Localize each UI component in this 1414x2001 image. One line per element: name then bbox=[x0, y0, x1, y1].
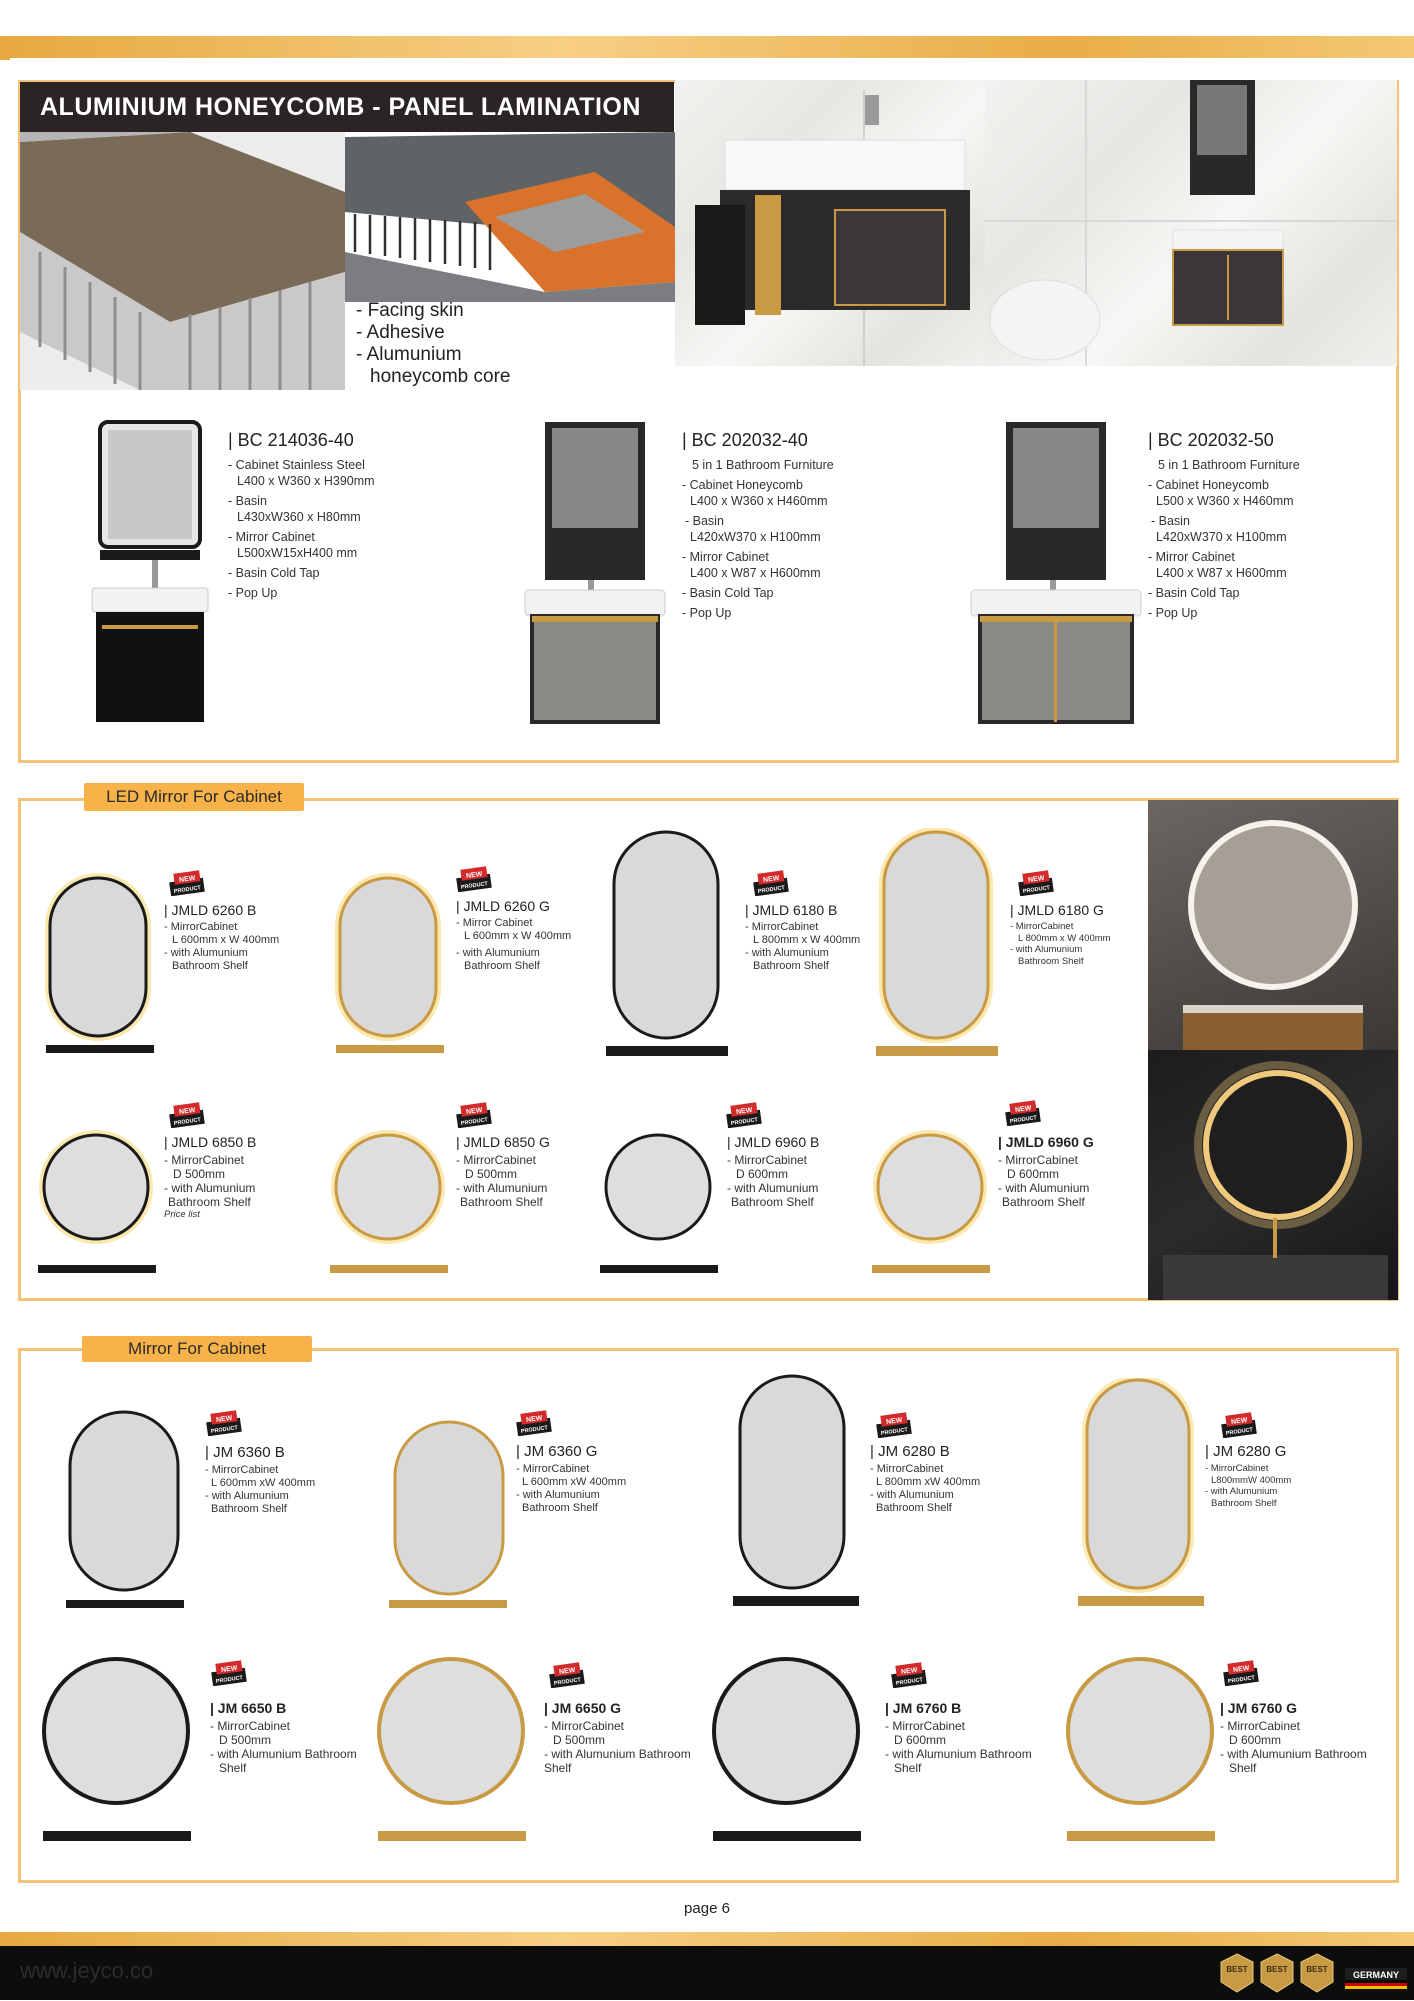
badge-product-text: PRODUCT bbox=[173, 1117, 202, 1127]
badge-new-text: NEW bbox=[215, 1414, 233, 1425]
led-mirror-image-7 bbox=[598, 1125, 723, 1275]
footer-award-seals bbox=[1215, 1950, 1410, 1996]
badge-new-text: NEW bbox=[178, 1106, 196, 1117]
spec-line: - Basin bbox=[228, 494, 267, 508]
led-spec-7 bbox=[727, 1134, 819, 1209]
badge-product-text: PRODUCT bbox=[1227, 1675, 1256, 1685]
seal-text: BEST bbox=[1306, 1965, 1328, 1974]
mirror-sku: | JM 6360 B bbox=[205, 1444, 285, 1461]
mirror-sku: | JM 6650 G bbox=[544, 1700, 622, 1716]
spec-line: D 600mm bbox=[1229, 1733, 1282, 1747]
spec-line: - MirrorCabinet bbox=[727, 1153, 808, 1167]
mirror-spec-7 bbox=[885, 1700, 1032, 1775]
top-gold-band bbox=[0, 36, 1414, 58]
spec-line: Bathroom Shelf bbox=[211, 1503, 287, 1515]
spec-line: - with Alumunium bbox=[1010, 944, 1083, 955]
badge-new-text: NEW bbox=[525, 1414, 543, 1425]
spec-line: L420xW370 x H100mm bbox=[690, 530, 821, 544]
spec-line: 5 in 1 Bathroom Furniture bbox=[1158, 458, 1300, 472]
cabinet-sku-1: | BC 214036-40 bbox=[228, 430, 354, 450]
spec-line: L 800mm xW 400mm bbox=[876, 1476, 981, 1488]
spec-line: - with Alumunium Bathroom bbox=[544, 1747, 691, 1761]
seal-text: BEST bbox=[1226, 1965, 1248, 1974]
mirror-sku: | JM 6280 G bbox=[1205, 1443, 1287, 1460]
mirror-image-7 bbox=[710, 1655, 865, 1845]
badge-product-text: PRODUCT bbox=[1009, 1115, 1038, 1125]
badge-product-text: PRODUCT bbox=[173, 885, 202, 895]
top-gold-thin bbox=[0, 57, 10, 60]
badge-product-text: PRODUCT bbox=[215, 1675, 244, 1685]
mirror-image-6 bbox=[375, 1655, 530, 1845]
new-product-badge-icon bbox=[890, 1662, 928, 1688]
badge-new-text: NEW bbox=[178, 874, 196, 885]
badge-new-text: NEW bbox=[1230, 1416, 1248, 1427]
led-sku: | JMLD 6960 G bbox=[998, 1134, 1094, 1150]
spec-line: - MirrorCabinet bbox=[870, 1463, 944, 1475]
vanity-wall-photo bbox=[985, 80, 1397, 366]
badge-product-text: PRODUCT bbox=[895, 1677, 924, 1687]
spec-line: L 600mm x W 400mm bbox=[172, 934, 280, 946]
spec-line: L 800mm x W 400mm bbox=[1018, 932, 1111, 944]
cabinet-sku-2: | BC 202032-40 bbox=[682, 430, 808, 450]
badge-new-text: NEW bbox=[220, 1664, 238, 1675]
badge-new-text: NEW bbox=[885, 1416, 903, 1427]
led-spec-3 bbox=[745, 902, 860, 973]
spec-line: - MirrorCabinet bbox=[544, 1719, 625, 1733]
led-mirror-image-2 bbox=[330, 870, 450, 1060]
price-list-note[interactable]: Price list bbox=[164, 1209, 200, 1220]
cabinet-image-3 bbox=[968, 420, 1143, 725]
spec-line: - with Alumunium bbox=[164, 1181, 256, 1195]
badge-new-text: NEW bbox=[900, 1666, 918, 1677]
spec-line: - Basin Cold Tap bbox=[1148, 586, 1240, 600]
mirror-spec-2 bbox=[516, 1443, 626, 1515]
badge-product-text: PRODUCT bbox=[1022, 885, 1051, 895]
country-text: GERMANY bbox=[1352, 1970, 1400, 1980]
spec-line: - with Alumunium bbox=[1205, 1486, 1278, 1497]
spec-line: - Mirror Cabinet bbox=[228, 530, 315, 544]
spec-line: - with Alumunium Bathroom bbox=[210, 1747, 357, 1761]
badge-product-text: PRODUCT bbox=[520, 1425, 549, 1435]
layer-honeycomb-core: honeycomb core bbox=[370, 366, 511, 387]
led-spec-5 bbox=[164, 1134, 256, 1220]
led-lifestyle-photo-2 bbox=[1148, 1050, 1398, 1300]
spec-line: L400 x W87 x H600mm bbox=[1156, 566, 1287, 580]
spec-line: - Basin bbox=[1151, 514, 1190, 528]
spec-line: Shelf bbox=[544, 1761, 572, 1775]
badge-product-text: PRODUCT bbox=[460, 881, 489, 891]
spec-line: L430xW360 x H80mm bbox=[237, 510, 361, 524]
new-product-badge-icon bbox=[515, 1410, 553, 1436]
spec-line: Bathroom Shelf bbox=[522, 1502, 598, 1514]
spec-line: D 500mm bbox=[553, 1733, 606, 1747]
cabinet-image-1 bbox=[90, 420, 210, 725]
spec-line: - MirrorCabinet bbox=[1220, 1719, 1301, 1733]
spec-line: - with Alumunium bbox=[456, 1181, 548, 1195]
spec-line: - MirrorCabinet bbox=[1010, 921, 1074, 932]
footer-url[interactable]: www.jeyco.co bbox=[20, 1958, 154, 1983]
mirror-image-2 bbox=[385, 1420, 515, 1610]
spec-line: - Cabinet Honeycomb bbox=[1148, 478, 1269, 492]
spec-line: D 600mm bbox=[894, 1733, 947, 1747]
spec-line: - MirrorCabinet bbox=[1205, 1463, 1269, 1474]
cabinet-sku-3: | BC 202032-50 bbox=[1148, 430, 1274, 450]
spec-line: - with Alumunium bbox=[516, 1489, 600, 1501]
spec-line: Bathroom Shelf bbox=[1002, 1195, 1085, 1209]
spec-line: L 600mm x W 400mm bbox=[464, 930, 572, 942]
vanity-open-photo bbox=[675, 80, 985, 366]
badge-new-text: NEW bbox=[465, 870, 483, 881]
spec-line: L400 x W360 x H390mm bbox=[237, 474, 375, 488]
mirror-spec-5 bbox=[210, 1700, 357, 1775]
spec-line: - with Alumunium bbox=[164, 947, 248, 959]
spec-line: - with Alumunium bbox=[456, 947, 540, 959]
spec-line: - Mirror Cabinet bbox=[682, 550, 769, 564]
mirror-spec-6 bbox=[544, 1700, 691, 1775]
spec-line: L400 x W360 x H460mm bbox=[690, 494, 828, 508]
spec-line: Shelf bbox=[894, 1761, 922, 1775]
spec-line: L400 x W87 x H600mm bbox=[690, 566, 821, 580]
spec-line: Bathroom Shelf bbox=[1211, 1497, 1277, 1509]
led-section-tab: LED Mirror For Cabinet bbox=[84, 783, 304, 811]
badge-product-text: PRODUCT bbox=[880, 1427, 909, 1437]
spec-line: - MirrorCabinet bbox=[205, 1464, 279, 1476]
new-product-badge-icon bbox=[210, 1660, 248, 1686]
spec-line: L800mmW 400mm bbox=[1211, 1474, 1292, 1486]
badge-product-text: PRODUCT bbox=[757, 885, 786, 895]
spec-line: Bathroom Shelf bbox=[460, 1195, 543, 1209]
layer-honeycomb: - Alumunium bbox=[356, 344, 462, 365]
new-product-badge-icon bbox=[1220, 1412, 1258, 1438]
spec-line: D 500mm bbox=[173, 1167, 226, 1181]
spec-line: Bathroom Shelf bbox=[1018, 955, 1084, 967]
bottom-gold-band bbox=[0, 1932, 1414, 1946]
new-product-badge-icon bbox=[455, 1102, 493, 1128]
page-number: page 6 bbox=[684, 1900, 730, 1917]
spec-line: - with Alumunium bbox=[870, 1489, 954, 1501]
badge-product-text: PRODUCT bbox=[730, 1117, 759, 1127]
new-product-badge-icon bbox=[168, 870, 206, 896]
layer-facing-skin: - Facing skin bbox=[356, 300, 464, 321]
footer-bar bbox=[0, 1946, 1414, 2000]
mirror-section-tab: Mirror For Cabinet bbox=[82, 1336, 312, 1362]
mirror-spec-4 bbox=[1205, 1443, 1291, 1509]
new-product-badge-icon bbox=[725, 1102, 763, 1128]
mirror-image-8 bbox=[1064, 1655, 1219, 1845]
spec-line: - with Alumunium bbox=[745, 947, 829, 959]
spec-line: - MirrorCabinet bbox=[998, 1153, 1079, 1167]
badge-new-text: NEW bbox=[1014, 1104, 1032, 1115]
led-mirror-image-8 bbox=[870, 1125, 995, 1275]
panel-lamination-diagram bbox=[345, 132, 675, 302]
spec-line: L 600mm xW 400mm bbox=[211, 1477, 316, 1489]
spec-line: L 800mm x W 400mm bbox=[753, 934, 861, 946]
spec-line: 5 in 1 Bathroom Furniture bbox=[692, 458, 834, 472]
led-sku: | JMLD 6180 G bbox=[1010, 902, 1104, 918]
led-sku: | JMLD 6260 G bbox=[456, 898, 550, 914]
mirror-sku: | JM 6650 B bbox=[210, 1700, 287, 1716]
spec-line: - MirrorCabinet bbox=[456, 1153, 537, 1167]
spec-line: - Pop Up bbox=[682, 606, 732, 620]
new-product-badge-icon bbox=[1222, 1660, 1260, 1686]
led-spec-8 bbox=[998, 1134, 1094, 1209]
spec-line: Bathroom Shelf bbox=[876, 1502, 952, 1514]
led-sku: | JMLD 6850 G bbox=[456, 1134, 550, 1150]
spec-line: - MirrorCabinet bbox=[164, 921, 238, 933]
badge-new-text: NEW bbox=[465, 1106, 483, 1117]
cabinet-spec-3 bbox=[1148, 430, 1368, 625]
badge-new-text: NEW bbox=[558, 1666, 576, 1677]
spec-line: Bathroom Shelf bbox=[168, 1195, 251, 1209]
led-mirror-image-4 bbox=[872, 828, 1002, 1060]
badge-product-text: PRODUCT bbox=[460, 1117, 489, 1127]
spec-line: L420xW370 x H100mm bbox=[1156, 530, 1287, 544]
spec-line: - with Alumunium bbox=[727, 1181, 819, 1195]
mirror-sku: | JM 6760 G bbox=[1220, 1700, 1298, 1716]
led-lifestyle-photo-1 bbox=[1148, 800, 1398, 1050]
badge-product-text: PRODUCT bbox=[1225, 1427, 1254, 1437]
led-spec-6 bbox=[456, 1134, 550, 1209]
spec-line: - Cabinet Stainless Steel bbox=[228, 458, 365, 472]
spec-line: D 600mm bbox=[736, 1167, 789, 1181]
spec-line: - with Alumunium Bathroom bbox=[1220, 1747, 1367, 1761]
led-mirror-image-1 bbox=[40, 870, 160, 1060]
spec-line: L 600mm xW 400mm bbox=[522, 1476, 627, 1488]
spec-line: L500xW15xH400 mm bbox=[237, 546, 358, 560]
led-spec-4 bbox=[1010, 902, 1111, 967]
spec-line: - Mirror Cabinet bbox=[456, 917, 533, 929]
spec-line: - Basin Cold Tap bbox=[682, 586, 774, 600]
mirror-image-1 bbox=[62, 1408, 192, 1612]
mirror-sku: | JM 6760 B bbox=[885, 1700, 962, 1716]
spec-line: Bathroom Shelf bbox=[464, 960, 540, 972]
new-product-badge-icon bbox=[168, 1102, 206, 1128]
mirror-image-5 bbox=[40, 1655, 195, 1845]
spec-line: - Basin Cold Tap bbox=[228, 566, 320, 580]
new-product-badge-icon bbox=[1004, 1100, 1042, 1126]
spec-line: - Pop Up bbox=[1148, 606, 1198, 620]
spec-line: - Cabinet Honeycomb bbox=[682, 478, 803, 492]
mirror-spec-3 bbox=[870, 1443, 980, 1515]
badge-product-text: PRODUCT bbox=[553, 1677, 582, 1687]
new-product-badge-icon bbox=[455, 866, 493, 892]
spec-line: D 500mm bbox=[465, 1167, 518, 1181]
led-sku: | JMLD 6960 B bbox=[727, 1134, 820, 1150]
mirror-sku: | JM 6280 B bbox=[870, 1443, 950, 1460]
section-banner: ALUMINIUM HONEYCOMB - PANEL LAMINATION bbox=[20, 82, 674, 132]
spec-line: - MirrorCabinet bbox=[210, 1719, 291, 1733]
new-product-badge-icon bbox=[1017, 870, 1055, 896]
led-mirror-image-3 bbox=[602, 828, 732, 1060]
badge-new-text: NEW bbox=[762, 874, 780, 885]
spec-line: - Pop Up bbox=[228, 586, 278, 600]
honeycomb-sample-photo bbox=[20, 132, 345, 390]
mirror-spec-1 bbox=[205, 1444, 315, 1516]
mirror-spec-8 bbox=[1220, 1700, 1367, 1775]
spec-line: - MirrorCabinet bbox=[164, 1153, 245, 1167]
led-mirror-image-5 bbox=[36, 1125, 161, 1275]
seal-text: BEST bbox=[1266, 1965, 1288, 1974]
cabinet-image-2 bbox=[520, 420, 670, 725]
led-sku: | JMLD 6180 B bbox=[745, 902, 838, 918]
spec-line: L500 x W360 x H460mm bbox=[1156, 494, 1294, 508]
mirror-image-4 bbox=[1075, 1378, 1210, 1610]
badge-product-text: PRODUCT bbox=[210, 1425, 239, 1435]
spec-line: D 600mm bbox=[1007, 1167, 1060, 1181]
badge-new-text: NEW bbox=[735, 1106, 753, 1117]
cabinet-spec-2 bbox=[682, 430, 902, 625]
layer-adhesive: - Adhesive bbox=[356, 322, 445, 343]
led-spec-2 bbox=[456, 898, 571, 973]
cabinet-spec-1 bbox=[228, 430, 428, 605]
spec-line: Bathroom Shelf bbox=[753, 960, 829, 972]
spec-line: - MirrorCabinet bbox=[745, 921, 819, 933]
spec-line: D 500mm bbox=[219, 1733, 272, 1747]
new-product-badge-icon bbox=[752, 870, 790, 896]
new-product-badge-icon bbox=[548, 1662, 586, 1688]
spec-line: - with Alumunium bbox=[998, 1181, 1090, 1195]
spec-line: Shelf bbox=[1229, 1761, 1257, 1775]
mirror-sku: | JM 6360 G bbox=[516, 1443, 598, 1460]
spec-line: - with Alumunium bbox=[205, 1490, 289, 1502]
mirror-image-3 bbox=[730, 1374, 865, 1610]
new-product-badge-icon bbox=[205, 1410, 243, 1436]
led-sku: | JMLD 6260 B bbox=[164, 902, 257, 918]
layer-list bbox=[356, 300, 510, 388]
badge-new-text: NEW bbox=[1232, 1664, 1250, 1675]
led-sku: | JMLD 6850 B bbox=[164, 1134, 257, 1150]
led-spec-1 bbox=[164, 902, 279, 973]
spec-line: Bathroom Shelf bbox=[172, 960, 248, 972]
led-mirror-image-6 bbox=[328, 1125, 453, 1275]
spec-line: Bathroom Shelf bbox=[731, 1195, 814, 1209]
spec-line: - Basin bbox=[685, 514, 724, 528]
spec-line: Shelf bbox=[219, 1761, 247, 1775]
spec-line: - MirrorCabinet bbox=[516, 1463, 590, 1475]
new-product-badge-icon bbox=[875, 1412, 913, 1438]
spec-line: - MirrorCabinet bbox=[885, 1719, 966, 1733]
spec-line: - with Alumunium Bathroom bbox=[885, 1747, 1032, 1761]
spec-line: - Mirror Cabinet bbox=[1148, 550, 1235, 564]
badge-new-text: NEW bbox=[1027, 874, 1045, 885]
